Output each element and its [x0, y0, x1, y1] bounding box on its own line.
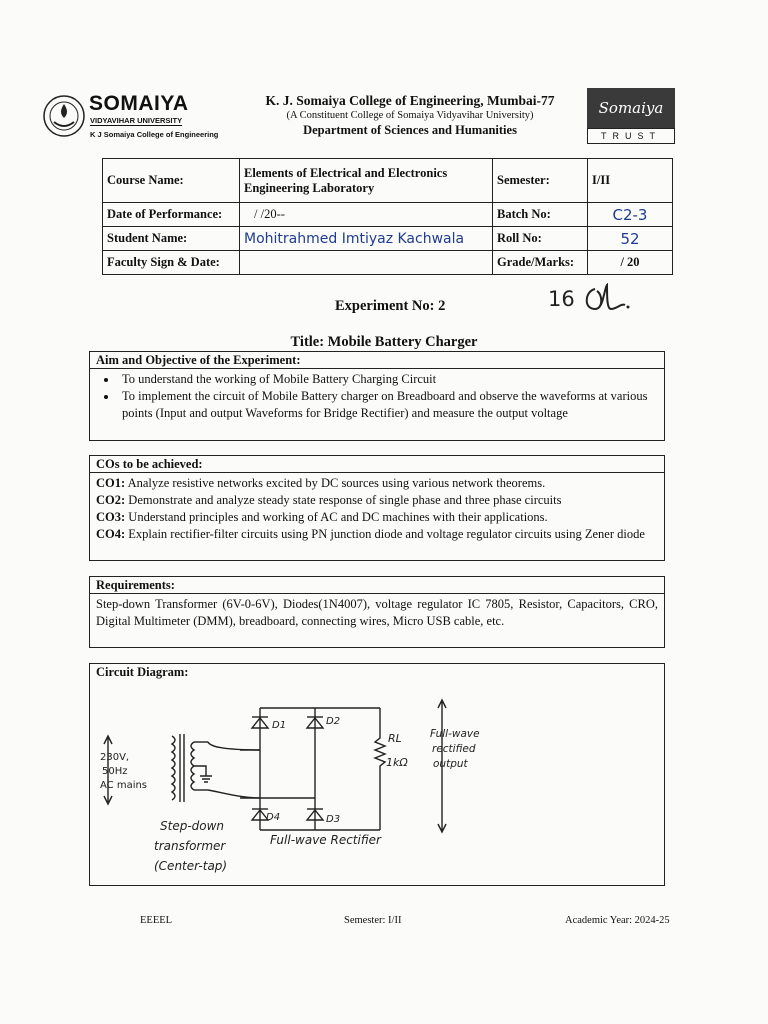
- footer-academic-year: Academic Year: 2024-25: [565, 915, 670, 926]
- somaiya-logo: [42, 92, 232, 144]
- batch-value: C2-3: [588, 203, 673, 227]
- list-item: [96, 509, 658, 526]
- d4-label: D4: [266, 812, 281, 823]
- faculty-sign-value: [240, 251, 493, 275]
- output-label-1: Full-wave: [430, 728, 480, 740]
- student-name-label: Student Name:: [103, 227, 240, 251]
- co-text: Analyze resistive networks excited by DC sources using various network theorems.: [125, 476, 546, 490]
- input-label-2: 50Hz: [102, 766, 128, 777]
- course-name-value: Elements of Electrical and Electronics Engineering Laboratory: [240, 159, 493, 203]
- d2-label: D2: [326, 716, 341, 727]
- aim-list: [96, 371, 658, 422]
- date-label: Date of Performance:: [103, 203, 240, 227]
- transformer-label-3: (Center-tap): [154, 859, 228, 873]
- logo-subtitle: VIDYAVIHAR UNIVERSITY: [90, 116, 183, 125]
- trust-label: TRUST: [587, 128, 675, 144]
- requirements-text: Step-down Transformer (6V-0-6V), Diodes(1N4007), voltage regulator IC 7805, Resistor, Capacitors, CRO, Digital Multimeter (DMM), breadboard, connecting wires, Micro USB cable, etc.: [96, 597, 658, 628]
- experiment-number: Experiment No: 2: [335, 298, 446, 314]
- handwritten-grade: [548, 283, 631, 317]
- co-text: Understand principles and working of AC and DC machines with their applications.: [125, 510, 548, 524]
- list-item: • To implement the circuit of Mobile Battery charger on Breadboard and observe the waveforms at various points (Input and output Waveforms for Bridge Rectifier) and measure the output voltage: [118, 388, 658, 422]
- rl-label: RL: [388, 732, 402, 745]
- co-code: CO3:: [96, 510, 126, 524]
- rectifier-label: Full-wave Rectifier: [270, 833, 381, 847]
- d1-label: D1: [272, 720, 287, 731]
- transformer-icon: [172, 734, 212, 802]
- aim-section: [89, 351, 665, 441]
- co-text: Explain rectifier-filter circuits using PN junction diode and voltage regulator circuits using Zener diode: [125, 527, 645, 541]
- requirements-section: [89, 576, 665, 648]
- resistor-icon: [375, 708, 385, 830]
- faculty-sign-label: Faculty Sign & Date:: [103, 251, 240, 275]
- d3-label: D3: [326, 814, 341, 825]
- date-value: / /20--: [240, 203, 493, 227]
- input-label-3: AC mains: [100, 780, 148, 791]
- output-label-2: rectified: [432, 743, 476, 755]
- footer-course: EEEEL: [140, 915, 173, 926]
- logo-college: K J Somaiya College of Engineering: [90, 130, 219, 139]
- list-item: [96, 526, 658, 543]
- handwritten-grade-value: 16: [548, 287, 575, 311]
- table-row: [103, 159, 673, 203]
- signature-icon: [581, 283, 631, 317]
- experiment-title: Title: Mobile Battery Charger: [290, 334, 478, 350]
- table-row: [103, 227, 673, 251]
- table-row: [103, 203, 673, 227]
- co-text: Demonstrate and analyze steady state response of single phase and three phase circuits: [125, 493, 562, 507]
- list-item: [96, 475, 658, 492]
- circuit-diagram: [90, 680, 662, 885]
- list-item: • To understand the working of Mobile Battery Charging Circuit: [118, 371, 658, 388]
- aim-heading: Aim and Objective of the Experiment:: [90, 352, 664, 369]
- co-code: CO1:: [96, 476, 126, 490]
- semester-label: Semester:: [493, 159, 588, 203]
- footer-semester: Semester: I/II: [344, 915, 402, 926]
- batch-label: Batch No:: [493, 203, 588, 227]
- cos-heading: COs to be achieved:: [90, 456, 664, 473]
- input-label-1: 230V,: [100, 752, 130, 763]
- somaiya-trust-logo: [587, 88, 675, 144]
- trust-script: Somaiya: [587, 88, 675, 128]
- semester-value: I/II: [588, 159, 673, 203]
- course-name-label: Course Name:: [103, 159, 240, 203]
- somaiya-emblem-icon: [42, 94, 86, 138]
- requirements-heading: Requirements:: [90, 577, 664, 594]
- logo-name: SOMAIYA: [89, 92, 189, 115]
- constituent-line: (A Constituent College of Somaiya Vidyavihar University): [286, 110, 534, 121]
- grade-label: Grade/Marks:: [493, 251, 588, 275]
- circuit-section: [89, 663, 665, 886]
- college-name: K. J. Somaiya College of Engineering, Mumbai-77: [265, 93, 555, 108]
- transformer-label-2: transformer: [154, 839, 226, 853]
- rl-value-label: 1kΩ: [386, 756, 408, 769]
- table-row: [103, 251, 673, 275]
- list-item: [96, 492, 658, 509]
- co-code: CO2:: [96, 493, 126, 507]
- co-code: CO4:: [96, 527, 126, 541]
- cos-section: [89, 455, 665, 561]
- output-label-3: output: [433, 758, 468, 770]
- roll-label: Roll No:: [493, 227, 588, 251]
- grade-value: / 20: [588, 251, 673, 275]
- student-name-value: Mohitrahmed Imtiyaz Kachwala: [240, 227, 493, 251]
- transformer-label-1: Step-down: [160, 819, 225, 833]
- course-info-table: [102, 158, 673, 275]
- department-name: Department of Sciences and Humanities: [303, 123, 517, 137]
- roll-value: 52: [588, 227, 673, 251]
- circuit-heading: Circuit Diagram:: [96, 665, 189, 679]
